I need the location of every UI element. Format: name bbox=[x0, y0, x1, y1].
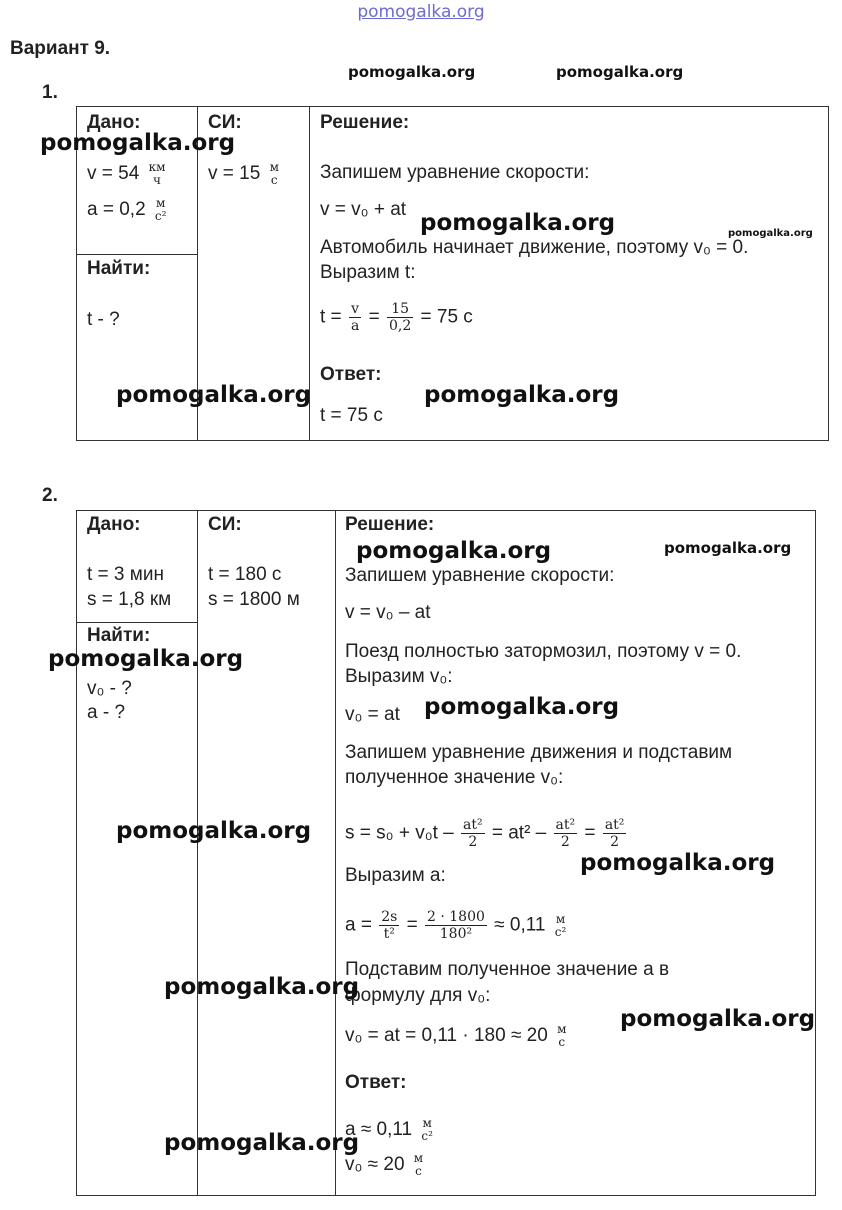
watermark: pomogalka.org bbox=[664, 539, 792, 557]
p2-given-t: t = 3 мин bbox=[87, 564, 164, 585]
p2-eq-v0: v₀ = at = 0,11 · 180 ≈ 20 м с bbox=[345, 1022, 567, 1049]
p1-si-v-value: v = 15 bbox=[208, 163, 261, 185]
watermark: pomogalka.org bbox=[40, 130, 236, 156]
p2-answer-v0: v₀ ≈ 20 м с bbox=[345, 1151, 424, 1178]
p1-given-a-unit: м с² bbox=[154, 196, 167, 223]
top-watermark-link[interactable]: pomogalka.org bbox=[357, 2, 485, 22]
p2-line3: Поезд полностью затормозил, поэтому v = 0. bbox=[345, 641, 742, 662]
p2-line1: Запишем уравнение скорости: bbox=[345, 565, 615, 586]
p2-eq-frac-1: $\frac{\text{at²}}{2}$ bbox=[462, 817, 483, 850]
watermark: pomogalka.org bbox=[164, 974, 360, 1000]
p2-eq-a-frac-1: $\frac{2s}{\text{t²}}$ bbox=[381, 909, 398, 942]
p1-formula-frac-v-a: $\frac{v}{a}$ bbox=[350, 301, 360, 334]
p2-si-t: t = 180 с bbox=[208, 564, 282, 585]
p1-solution-title: Решение: bbox=[320, 112, 410, 133]
p2-line2: v = v₀ – at bbox=[345, 602, 431, 623]
watermark: pomogalka.org bbox=[424, 694, 620, 720]
watermark: pomogalka.org bbox=[116, 818, 312, 844]
watermark: pomogalka.org bbox=[580, 850, 776, 876]
watermark: pomogalka.org bbox=[728, 228, 813, 239]
p1-divider-given-find bbox=[77, 254, 198, 255]
p1-si-v bbox=[208, 161, 283, 187]
p2-find-title: Найти: bbox=[87, 625, 151, 646]
p1-answer: t = 75 с bbox=[320, 405, 383, 426]
p1-si-v-unit: м с bbox=[269, 160, 279, 187]
p2-eq-frac-3: $\frac{\text{at²}}{2}$ bbox=[604, 817, 625, 850]
watermark: pomogalka.org bbox=[420, 210, 616, 236]
p2-eq-a-frac-2: $\frac{2 \cdot 1800}{\text{180²}}$ bbox=[427, 909, 485, 942]
p2-eq-v0-unit: м с bbox=[557, 1022, 567, 1049]
p2-line9: Подставим полученное значение a в bbox=[345, 959, 670, 980]
p2-si-s: s = 1800 м bbox=[208, 589, 300, 610]
p1-line2: v = v₀ + at bbox=[320, 199, 407, 220]
watermark: pomogalka.org bbox=[116, 382, 312, 408]
p2-line7: полученное значение v₀: bbox=[345, 767, 564, 788]
p2-line10: формулу для v₀: bbox=[345, 985, 491, 1006]
p1-given-a bbox=[87, 197, 170, 223]
p2-answer-v0-unit: м с bbox=[413, 1151, 424, 1178]
p2-answer-a: a ≈ 0,11 м с² bbox=[345, 1116, 433, 1143]
p2-line8: Выразим a: bbox=[345, 865, 446, 886]
p1-given-title: Дано: bbox=[87, 112, 141, 133]
p2-eq-a-unit: м с² bbox=[554, 911, 567, 939]
p2-divider-2 bbox=[335, 511, 336, 1195]
p2-line4: Выразим v₀: bbox=[345, 666, 453, 687]
watermark: pomogalka.org bbox=[48, 646, 244, 672]
p2-eq-motion: s = s₀ + v₀t – $\frac{\text{at²}}{2}$ = at² – $\frac{\text{at²}}{2}$ = $\frac{\text{at²}}{2}$ bbox=[345, 817, 625, 850]
p1-given-v bbox=[87, 161, 169, 187]
p1-given-v-value: v = 54 bbox=[87, 163, 140, 185]
p1-given-v-unit: км ч bbox=[148, 160, 166, 187]
watermark: pomogalka.org bbox=[556, 63, 684, 81]
p2-divider-1 bbox=[197, 511, 198, 1195]
watermark: pomogalka.org bbox=[164, 1130, 360, 1156]
p1-formula: t = $\frac{v}{a}$ = $\frac{15}{0,2}$ = 75 с bbox=[320, 301, 473, 334]
p2-line5: v₀ = at bbox=[345, 704, 400, 725]
p2-eq-frac-2: $\frac{\text{at²}}{2}$ bbox=[555, 817, 576, 850]
p2-si-title: СИ: bbox=[208, 514, 242, 535]
p1-si-title: СИ: bbox=[208, 112, 242, 133]
p2-divider-given-find bbox=[77, 622, 198, 623]
p1-formula-frac-values: $\frac{15}{0,2}$ bbox=[388, 301, 412, 334]
p2-answer-a-unit: м с² bbox=[421, 1116, 433, 1143]
watermark: pomogalka.org bbox=[424, 382, 620, 408]
p2-line6: Запишем уравнение движения и подставим bbox=[345, 742, 733, 763]
watermark: pomogalka.org bbox=[620, 1006, 816, 1032]
p2-find-v0: v₀ - ? bbox=[87, 678, 132, 699]
p1-given-a-value: a = 0,2 bbox=[87, 199, 146, 221]
variant-title: Вариант 9. bbox=[10, 38, 111, 59]
p2-given-s: s = 1,8 км bbox=[87, 589, 172, 610]
watermark: pomogalka.org bbox=[348, 63, 476, 81]
problem2-number: 2. bbox=[42, 485, 58, 506]
p1-line1: Запишем уравнение скорости: bbox=[320, 162, 590, 183]
p2-given-title: Дано: bbox=[87, 514, 141, 535]
p2-find-a: a - ? bbox=[87, 702, 126, 723]
p1-find-t: t - ? bbox=[87, 309, 120, 330]
p2-solution-title: Решение: bbox=[345, 514, 435, 535]
problem1-number: 1. bbox=[42, 82, 58, 103]
p1-line4: Выразим t: bbox=[320, 262, 416, 283]
watermark: pomogalka.org bbox=[356, 538, 552, 564]
p1-find-title: Найти: bbox=[87, 258, 151, 279]
p2-eq-a: a = $\frac{2s}{\text{t²}}$ = $\frac{2 \cdot 1800}{\text{180²}}$ ≈ 0,11 м с² bbox=[345, 909, 567, 942]
p2-answer-title: Ответ: bbox=[345, 1072, 407, 1093]
p1-answer-title: Ответ: bbox=[320, 364, 382, 385]
p1-line3: Автомобиль начинает движение, поэтому v₀ = 0. bbox=[320, 237, 749, 258]
